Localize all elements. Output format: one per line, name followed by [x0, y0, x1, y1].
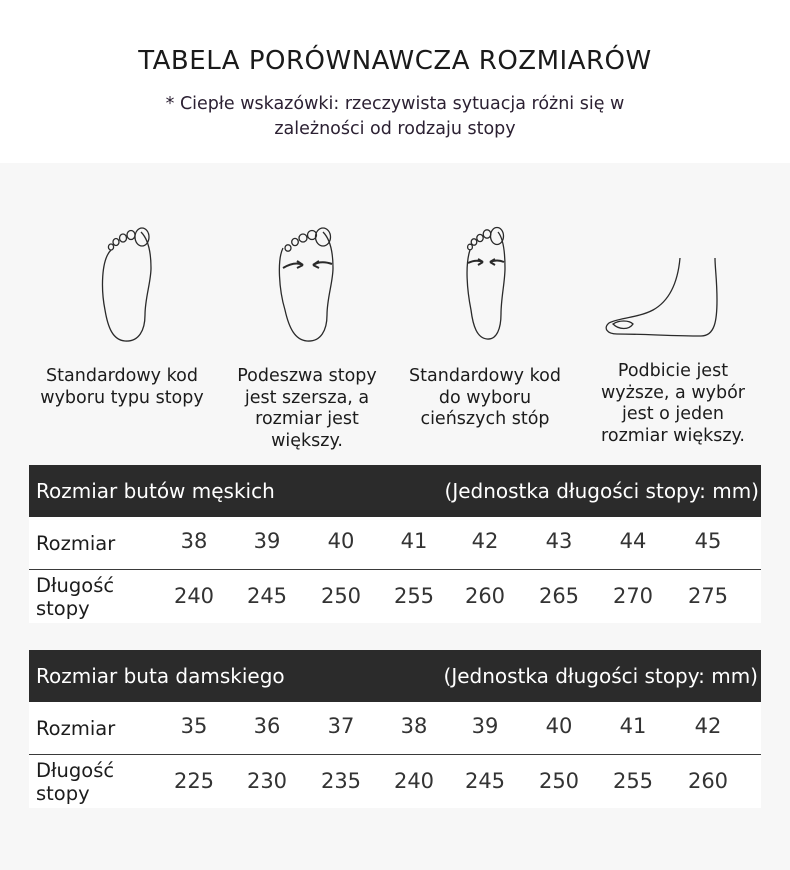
size-cell: 39	[471, 714, 499, 738]
size-cell: 39	[253, 529, 281, 553]
size-cell: 35	[180, 714, 208, 738]
header	[0, 0, 790, 163]
table-row	[29, 702, 761, 755]
foot-narrow-icon	[413, 220, 563, 350]
page-title: TABELA PORÓWNAWCZA ROZMIARÓW	[138, 46, 652, 76]
length-cell: 250	[538, 769, 580, 793]
length-cell: 235	[320, 769, 362, 793]
length-cell: 250	[320, 584, 362, 608]
size-cell: 40	[545, 714, 573, 738]
womens-table-title: Rozmiar buta damskiego	[36, 664, 285, 688]
size-cell: 36	[253, 714, 281, 738]
size-cell: 38	[180, 529, 208, 553]
foot-caption: Standardowy kod wyboru typu stopy	[40, 366, 204, 408]
mens-table-header	[29, 465, 761, 517]
size-cell: 41	[400, 529, 428, 553]
length-cell: 270	[612, 584, 654, 608]
row-label-length: Długość stopy	[36, 574, 115, 620]
table-row	[29, 517, 761, 570]
length-cell: 240	[393, 769, 435, 793]
row-label-size: Rozmiar	[36, 532, 116, 555]
foot-wide-icon	[233, 220, 383, 350]
length-cell: 275	[687, 584, 729, 608]
length-cell: 265	[538, 584, 580, 608]
mens-table-unit: (Jednostka długości stopy: mm)	[444, 479, 759, 503]
foot-standard-icon	[53, 220, 203, 350]
length-cell: 260	[687, 769, 729, 793]
womens-table-unit: (Jednostka długości stopy: mm)	[443, 664, 758, 688]
foot-caption: Podeszwa stopy jest szersza, a rozmiar jest większy.	[237, 366, 377, 451]
mens-table-title: Rozmiar butów męskich	[36, 479, 275, 503]
foot-high-instep-icon	[593, 220, 743, 350]
womens-size-table	[29, 702, 761, 808]
length-cell: 255	[393, 584, 435, 608]
subtitle-note: * Ciepłe wskazówki: rzeczywista sytuacja różni się w zależności od rodzaju stopy	[165, 94, 625, 139]
foot-caption: Standardowy kod do wyboru cieńszych stóp	[409, 366, 561, 429]
size-cell: 38	[400, 714, 428, 738]
size-cell: 42	[694, 714, 722, 738]
length-cell: 245	[246, 584, 288, 608]
length-cell: 245	[464, 769, 506, 793]
length-cell: 260	[464, 584, 506, 608]
size-cell: 40	[327, 529, 355, 553]
size-cell: 43	[545, 529, 573, 553]
size-cell: 37	[327, 714, 355, 738]
table-row	[29, 755, 761, 808]
row-label-length: Długość stopy	[36, 759, 115, 805]
size-cell: 42	[471, 529, 499, 553]
length-cell: 230	[246, 769, 288, 793]
table-row	[29, 570, 761, 623]
mens-size-table	[29, 517, 761, 623]
foot-caption: Podbicie jest wyższe, a wybór jest o jeden rozmiar większy.	[600, 361, 746, 446]
length-cell: 225	[173, 769, 215, 793]
row-label-size: Rozmiar	[36, 717, 116, 740]
length-cell: 255	[612, 769, 654, 793]
size-cell: 45	[694, 529, 722, 553]
size-cell: 41	[619, 714, 647, 738]
womens-table-header	[29, 650, 761, 702]
size-cell: 44	[619, 529, 647, 553]
length-cell: 240	[173, 584, 215, 608]
